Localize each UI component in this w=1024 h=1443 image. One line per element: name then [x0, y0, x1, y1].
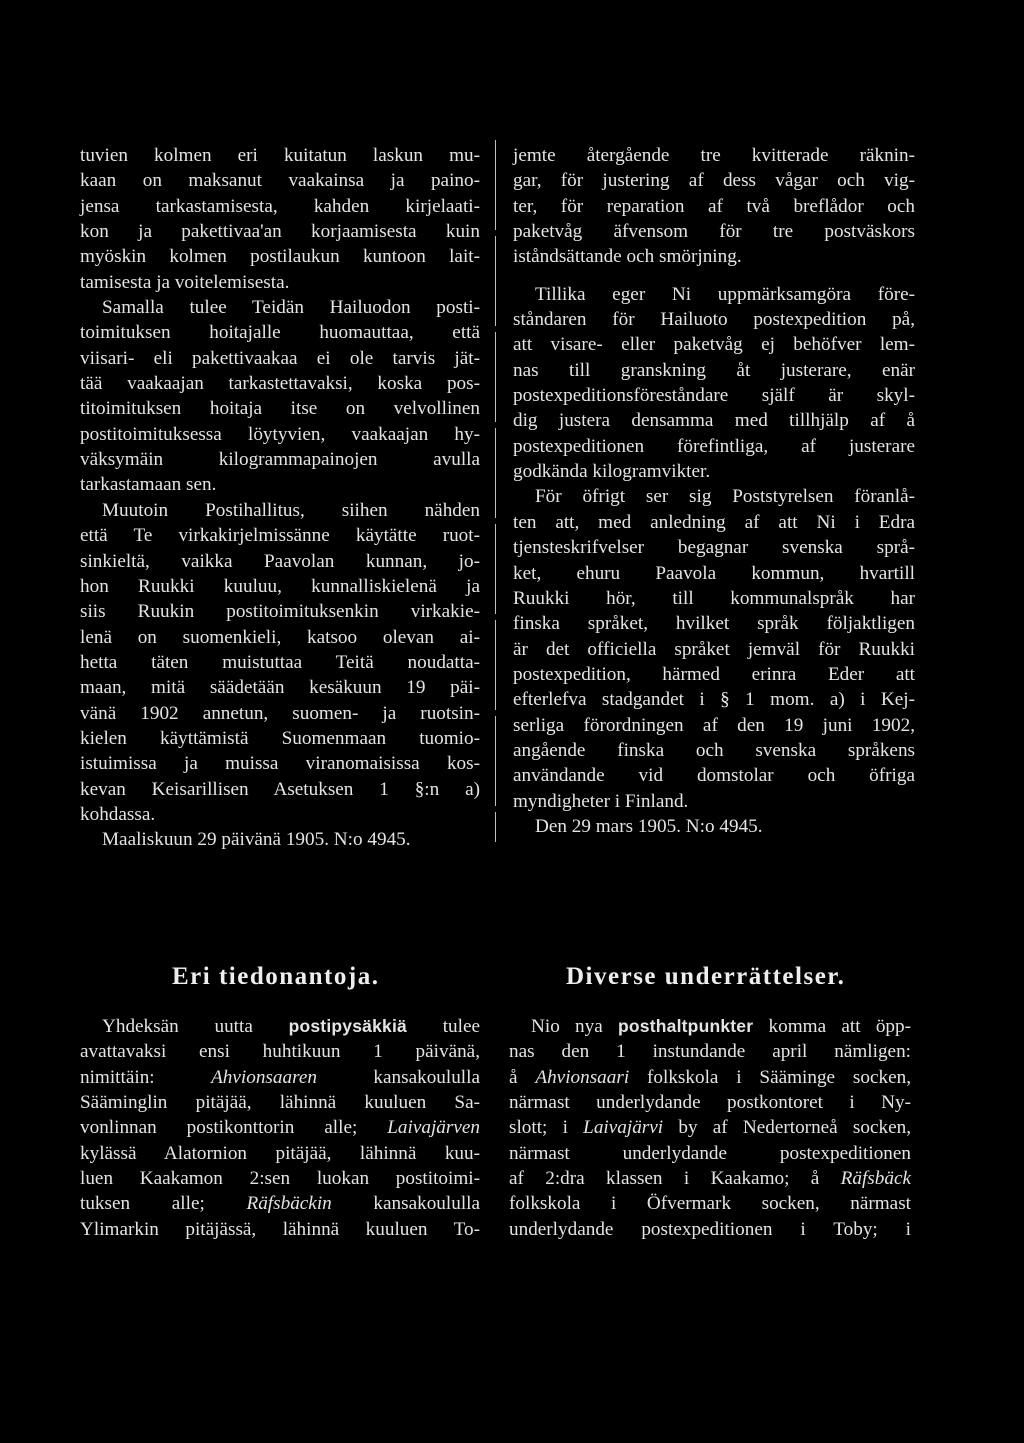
- text-run: kansakoululla: [331, 1193, 480, 1215]
- text-line: kohdassa.: [80, 803, 156, 825]
- text-line: tjensteskrifvelser begagnar svenska språ-: [513, 537, 915, 559]
- text-run: kylässä Alatornion pitäjää, lähinnä kuu-: [80, 1142, 480, 1164]
- text-line: tää vaakaajan tarkastettavaksi, koska pos-: [80, 373, 480, 395]
- text-line: ståndaren för Hailuoto postexpedition på,: [513, 309, 915, 331]
- place-name: Laivajärven: [387, 1117, 480, 1139]
- text-line: är det officiella språket jemväl för Ruukki: [513, 638, 915, 660]
- text-line: siis Ruukin postitoimituksenkin virkakie-: [80, 601, 480, 623]
- text-line: [80, 1191, 480, 1216]
- text-line: nas till granskning åt justerare, enär: [513, 359, 915, 381]
- text-run: Nio nya: [531, 1016, 619, 1037]
- text-line: postitoimituksessa löytyvien, vaakaajan hy-: [80, 423, 480, 445]
- place-name: Ahvionsaaren: [211, 1066, 317, 1088]
- text-line: tuvien kolmen eri kuitatun laskun mu-: [80, 145, 480, 166]
- text-line: användande vid domstolar och öfriga: [513, 765, 915, 787]
- text-line: [509, 1090, 911, 1115]
- text-run: nimittäin:: [80, 1066, 212, 1088]
- text-line: Den 29 mars 1905. N:o 4945.: [535, 815, 763, 837]
- text-line: [509, 1039, 911, 1064]
- text-line: iståndsättande och smörjning.: [513, 246, 742, 268]
- text-line: tarkastamaan sen.: [80, 474, 217, 496]
- text-run: luen Kaakamon 2:sen luokan postitoimi-: [80, 1168, 480, 1190]
- text-line: [509, 1141, 911, 1166]
- text-run: tuksen alle;: [80, 1193, 247, 1215]
- finnish-letter-column: [80, 143, 480, 853]
- text-run: folkskola i Öfvermark socken, närmast: [509, 1193, 911, 1215]
- text-run: vonlinnan postikonttorin alle;: [80, 1117, 388, 1139]
- text-run: af 2:dra klassen i Kaakamo; å: [509, 1168, 841, 1190]
- text-line: vänä 1902 annetun, suomen- ja ruotsin-: [80, 702, 480, 724]
- emphasized-term: postipysäkkiä: [288, 1016, 407, 1036]
- text-line: [80, 1217, 480, 1242]
- text-line: Maaliskuun 29 päivänä 1905. N:o 4945.: [102, 829, 411, 851]
- text-line: [509, 1065, 911, 1090]
- text-line: kielen käyttämistä Suomenmaan tuomio-: [80, 727, 480, 749]
- text-run: Sääminglin pitäjää, lähinnä kuuluen Sa-: [80, 1092, 480, 1114]
- text-line: tamisesta ja voitelemisesta.: [80, 271, 290, 293]
- text-line: kaan on maksanut vaakainsa ja paino-: [80, 170, 480, 192]
- column-divider: [495, 140, 496, 842]
- text-line: että Te virkakirjelmissänne käytätte ruot-: [80, 525, 480, 547]
- text-line: Samalla tulee Teidän Hailuodon posti-: [102, 297, 480, 319]
- text-line: postexpedition, härmed erinra Eder att: [513, 663, 915, 685]
- text-run: kansakoululla: [316, 1066, 480, 1088]
- text-line: [80, 1141, 480, 1166]
- place-name: Räfsbäck: [840, 1168, 911, 1190]
- swedish-letter-column: [513, 143, 915, 839]
- text-run: å: [509, 1066, 536, 1088]
- text-line: [509, 1217, 911, 1242]
- text-line: [80, 1090, 480, 1115]
- text-line: toimituksen hoitajalle huomauttaa, että: [80, 322, 480, 344]
- paragraph-gap: [513, 270, 915, 282]
- text-line: viisari- eli pakettivaakaa ei ole tarvis jät-: [80, 347, 480, 369]
- text-line: hetta täten muistuttaa Teitä noudatta-: [80, 651, 480, 673]
- text-line: angående finska och svenska språkens: [513, 739, 915, 761]
- text-line: ter, för reparation af två breflådor och: [513, 195, 915, 217]
- text-line: postexpeditionen förefintliga, af justerare: [513, 435, 915, 457]
- text-line: Muutoin Postihallitus, siihen nähden: [102, 499, 480, 521]
- text-line: [80, 1166, 480, 1191]
- text-line: myndigheter i Finland.: [513, 790, 689, 812]
- text-line: kevan Keisarillisen Asetuksen 1 §:n a): [80, 778, 480, 800]
- text-run: folkskola i Sääminge socken,: [629, 1066, 911, 1088]
- text-line: ket, ehuru Paavola kommun, hvartill: [513, 562, 915, 584]
- text-line: istuimissa ja muissa viranomaisissa kos-: [80, 753, 480, 775]
- text-run: nas den 1 instundande april nämligen:: [509, 1041, 911, 1063]
- swedish-notices-column: [509, 1014, 911, 1242]
- text-line: lenä on suomenkieli, katsoo olevan ai-: [80, 626, 480, 648]
- text-line: finska språket, hvilket språk följaktligen: [513, 613, 915, 635]
- text-run: avattavaksi ensi huhtikuun 1 päivänä,: [80, 1041, 480, 1063]
- text-run: Yhdeksän uutta: [102, 1016, 289, 1037]
- text-line: [80, 1014, 480, 1039]
- text-line: [80, 1115, 480, 1140]
- text-line: hon Ruukki kuuluu, kunnalliskielenä ja: [80, 575, 480, 597]
- text-run: komma att öpp-: [753, 1016, 911, 1037]
- text-line: myöskin kolmen postilaukun kuntoon lait-: [80, 246, 480, 268]
- text-line: gar, för justering af dess vågar och vig-: [513, 170, 915, 192]
- text-line: [509, 1115, 911, 1140]
- text-line: väksymäin kilogrammapainojen avulla: [80, 449, 480, 471]
- text-line: maan, mitä säädetään kesäkuun 19 päi-: [80, 677, 480, 699]
- text-line: sinkieltä, vaikka Paavolan kunnan, jo-: [80, 550, 480, 572]
- text-run: närmast underlydande postexpeditionen: [509, 1142, 911, 1164]
- text-line: serliga förordningen af den 19 juni 1902,: [513, 714, 915, 736]
- finnish-notices-heading: Eri tiedonantoja.: [172, 963, 380, 990]
- text-run: by af Nedertorneå socken,: [663, 1117, 911, 1139]
- text-line: [80, 1039, 480, 1064]
- place-name: Räfsbäckin: [246, 1193, 332, 1215]
- text-line: postexpeditionsföreståndare själf är skyl-: [513, 385, 915, 407]
- text-line: [509, 1014, 911, 1039]
- finnish-notices-column: [80, 1014, 480, 1242]
- text-line: ten att, med anledning af att Ni i Edra: [513, 511, 915, 533]
- text-line: Ruukki hör, till kommunalspråk har: [513, 587, 915, 609]
- text-line: [509, 1166, 911, 1191]
- text-line: godkända kilogramvikter.: [513, 461, 711, 483]
- emphasized-term: posthaltpunkter: [618, 1016, 754, 1036]
- text-run: Ylimarkin pitäjässä, lähinnä kuuluen To-: [80, 1218, 480, 1240]
- text-run: tulee: [406, 1016, 480, 1037]
- text-line: jemte återgående tre kvitterade räknin-: [513, 145, 915, 166]
- text-line: kon ja pakettivaa'an korjaamisesta kuin: [80, 221, 480, 243]
- text-run: närmast underlydande postkontoret i Ny-: [509, 1092, 911, 1114]
- text-line: [80, 1065, 480, 1090]
- swedish-notices-heading: Diverse underrättelser.: [566, 963, 846, 990]
- text-line: Tillika eger Ni uppmärksamgöra före-: [535, 283, 915, 305]
- text-line: titoimituksen hoitaja itse on velvollinen: [80, 398, 480, 420]
- text-line: att visare- eller paketvåg ej behöfver lem-: [513, 334, 915, 356]
- place-name: Laivajärvi: [583, 1117, 664, 1139]
- place-name: Ahvionsaari: [535, 1066, 630, 1088]
- text-line: För öfrigt ser sig Poststyrelsen föranlå-: [535, 486, 915, 508]
- text-run: underlydande postexpeditionen i Toby; i: [509, 1218, 911, 1240]
- text-line: [509, 1191, 911, 1216]
- text-line: paketvåg äfvensom för tre postväskors: [513, 221, 915, 243]
- text-line: dig justera densamma med tillhjälp af å: [513, 410, 915, 432]
- text-line: jensa tarkastamisesta, kahden kirjelaati-: [80, 195, 480, 217]
- text-run: slott; i: [509, 1117, 584, 1139]
- text-line: efterlefva stadgandet i § 1 mom. a) i Kej-: [513, 689, 915, 711]
